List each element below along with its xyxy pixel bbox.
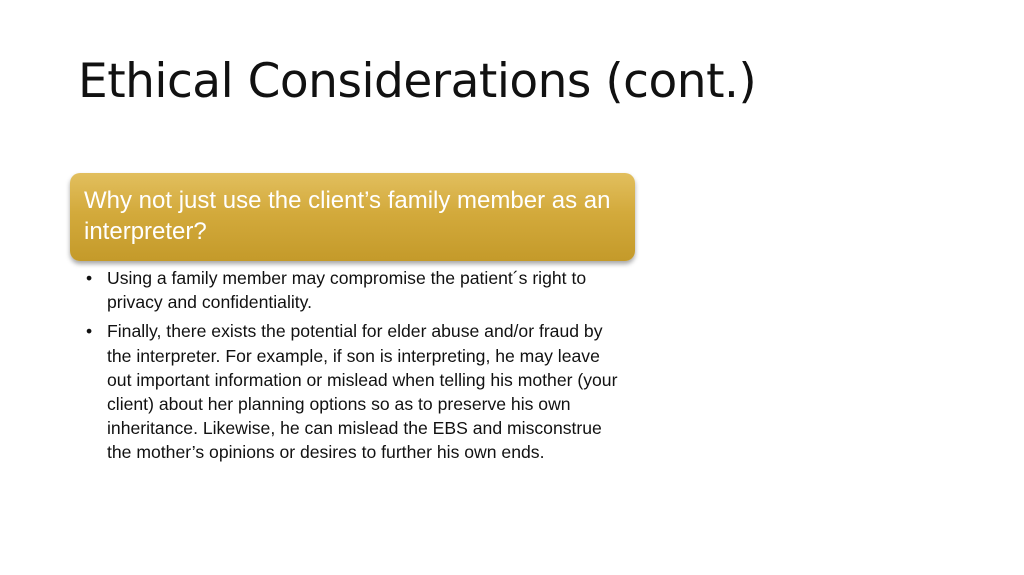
bullet-list xyxy=(86,266,626,470)
bullet-dot: • xyxy=(86,321,93,342)
bullet-text: Finally, there exists the potential for elder abuse and/or fraud by the interpreter. For example, if son is interpreting, he may leave out important information or mislead when telling his mother (your client) about her planning options so as to preserve his own inheritance. Likewise, he can mislead the EBS and misconstrue the mother’s opinions or desires to further his own ends. xyxy=(107,321,618,463)
bullet-text: Using a family member may compromise the patient´s right to privacy and confidentiality. xyxy=(107,268,587,313)
question-header-box xyxy=(70,173,635,261)
bullet-item-elder-abuse xyxy=(86,319,626,464)
question-header-text: Why not just use the client’s family member as an interpreter? xyxy=(84,187,611,245)
slide-title: Ethical Considerations (cont.) xyxy=(78,54,757,109)
bullet-dot: • xyxy=(86,268,93,288)
bullet-item-privacy xyxy=(86,266,626,314)
